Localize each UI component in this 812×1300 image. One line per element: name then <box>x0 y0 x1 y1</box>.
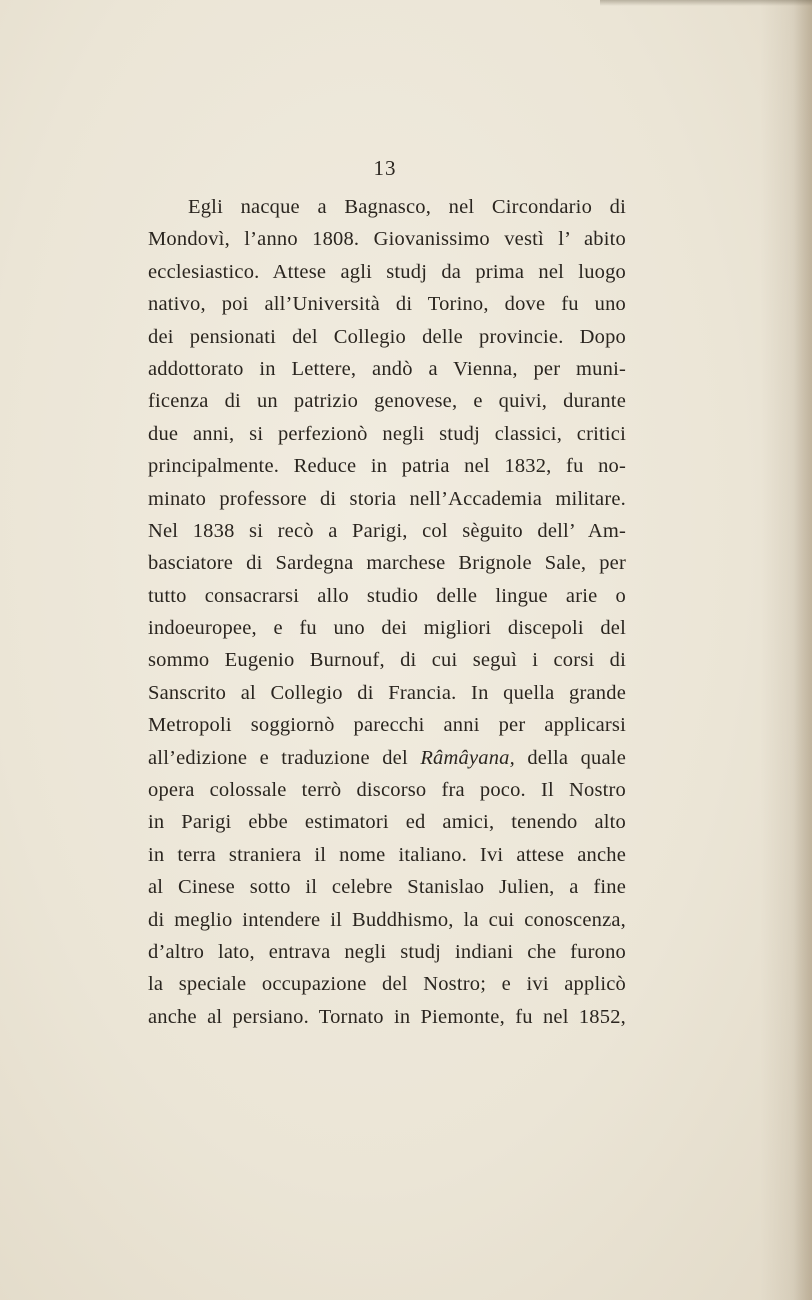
text-line: in terra straniera il nome italiano. Ivi attese anche <box>148 843 626 866</box>
text-line: anche al persiano. Tornato in Piemonte, fu nel 1852, <box>148 1005 626 1028</box>
text-line: indoeuropee, e fu uno dei migliori discepoli del <box>148 617 626 640</box>
text-line: ficenza di un patrizio genovese, e quivi, durante <box>148 390 626 413</box>
text-line: Mondovì, l’anno 1808. Giovanissimo vestì l’ abito <box>148 228 626 251</box>
text-line: nativo, poi all’Università di Torino, dove fu uno <box>148 293 626 316</box>
text-line: opera colossale terrò discorso fra poco. Il Nostro <box>148 779 626 802</box>
text-line: in Parigi ebbe estimatori ed amici, tenendo alto <box>148 811 626 834</box>
text-line: d’altro lato, entrava negli studj indiani che furono <box>148 940 626 963</box>
text-line: di meglio intendere il Buddhismo, la cui conoscenza, <box>148 908 626 931</box>
page-edge-shading <box>794 0 812 1300</box>
text-line: minato professore di storia nell’Accademia militare. <box>148 487 626 510</box>
text-line: la speciale occupazione del Nostro; e ivi applicò <box>148 973 626 996</box>
text-fragment: all’edizione e traduzione del <box>148 746 421 769</box>
text-line: al Cinese sotto il celebre Stanislao Julien, a fine <box>148 876 626 899</box>
body-text <box>148 191 626 1033</box>
page-top-shadow <box>600 0 812 6</box>
text-line: basciatore di Sardegna marchese Brignole Sale, per <box>148 552 626 575</box>
text-line: Sanscrito al Collegio di Francia. In quella grande <box>148 681 626 704</box>
text-line: Nel 1838 si recò a Parigi, col sèguito dell’ Am- <box>148 519 626 542</box>
page-number: 13 <box>373 156 397 180</box>
text-line: addottorato in Lettere, andò a Vienna, per muni- <box>148 357 626 380</box>
text-fragment: della quale <box>514 746 626 769</box>
text-line: due anni, si perfezionò negli studj classici, critici <box>148 422 626 445</box>
text-line-with-title <box>148 742 626 774</box>
text-line: tutto consacrarsi allo studio delle lingue arie o <box>148 584 626 607</box>
text-line: Metropoli soggiornò parecchi anni per applicarsi <box>148 714 626 737</box>
work-title-ramayana: Râmâyana, <box>420 746 515 769</box>
text-line: principalmente. Reduce in patria nel 1832, fu no- <box>148 455 626 478</box>
text-line: sommo Eugenio Burnouf, di cui seguì i corsi di <box>148 649 626 672</box>
text-line: ecclesiastico. Attese agli studj da prima nel luogo <box>148 260 626 283</box>
text-line: dei pensionati del Collegio delle provincie. Dopo <box>148 325 626 348</box>
text-line: Egli nacque a Bagnasco, nel Circondario di <box>188 196 626 218</box>
